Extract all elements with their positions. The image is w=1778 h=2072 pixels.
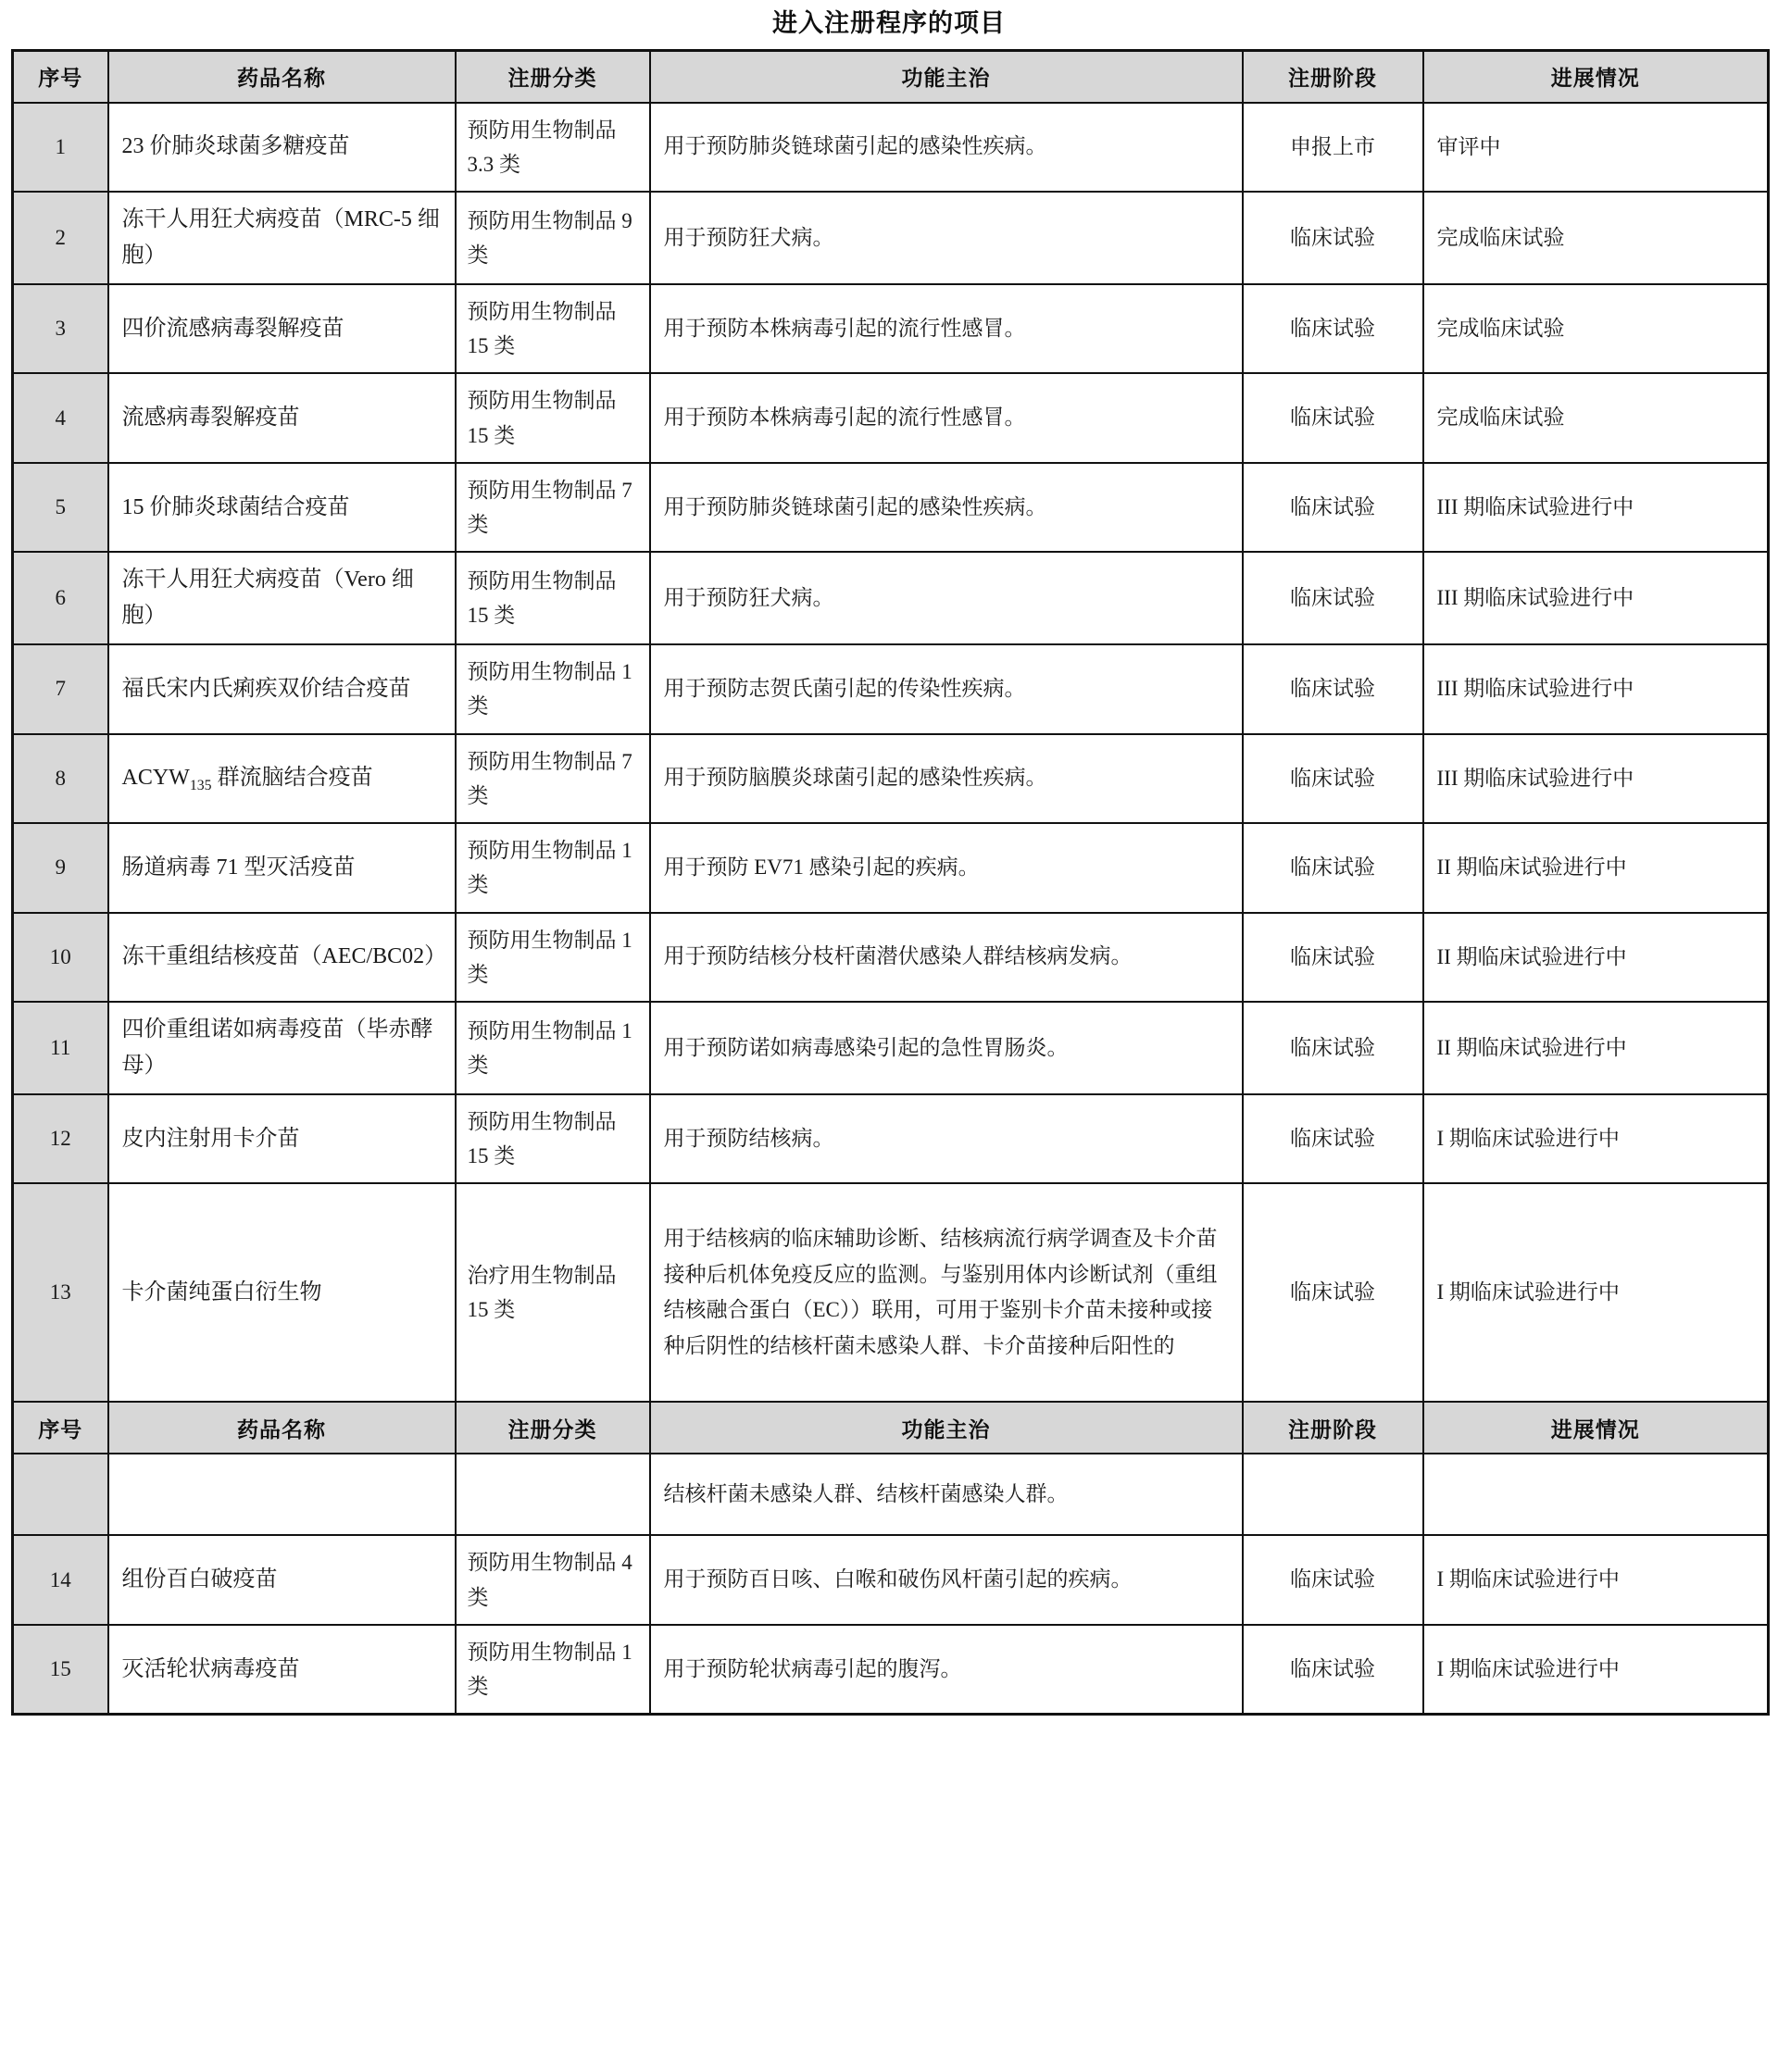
cell-progress: III 期临床试验进行中 [1423, 552, 1769, 644]
cell-name: 四价流感病毒裂解疫苗 [108, 284, 456, 374]
column-header-class: 注册分类 [456, 1402, 650, 1454]
cell-stage: 临床试验 [1243, 1625, 1423, 1715]
page-title: 进入注册程序的项目 [772, 9, 1006, 37]
cell-class: 治疗用生物制品 15 类 [456, 1183, 650, 1402]
cell-func: 用于预防本株病毒引起的流行性感冒。 [650, 373, 1243, 463]
cell-class: 预防用生物制品 15 类 [456, 284, 650, 374]
cell-func: 用于预防 EV71 感染引起的疾病。 [650, 823, 1243, 913]
cell-func: 用于预防诺如病毒感染引起的急性胃肠炎。 [650, 1002, 1243, 1094]
column-header-stage: 注册阶段 [1243, 1402, 1423, 1454]
cell-stage: 临床试验 [1243, 734, 1423, 824]
column-header-name: 药品名称 [108, 1402, 456, 1454]
cell-no: 13 [13, 1183, 108, 1402]
table-row [13, 1535, 1769, 1625]
cell-func: 用于预防志贺氏菌引起的传染性疾病。 [650, 644, 1243, 734]
table-header-row-repeat [13, 1402, 1769, 1454]
cell-stage: 临床试验 [1243, 1535, 1423, 1625]
cell-no: 12 [13, 1094, 108, 1184]
cell-stage: 临床试验 [1243, 1002, 1423, 1094]
cell-func: 用于预防肺炎链球菌引起的感染性疾病。 [650, 463, 1243, 553]
table-body [13, 103, 1769, 1715]
column-header-class: 注册分类 [456, 51, 650, 103]
column-header-func: 功能主治 [650, 51, 1243, 103]
cell-progress: II 期临床试验进行中 [1423, 913, 1769, 1003]
cell-name: 皮内注射用卡介苗 [108, 1094, 456, 1184]
cell-progress: I 期临床试验进行中 [1423, 1625, 1769, 1715]
table-row [13, 373, 1769, 463]
cell-func: 用于预防本株病毒引起的流行性感冒。 [650, 284, 1243, 374]
column-header-name: 药品名称 [108, 51, 456, 103]
cell-no: 9 [13, 823, 108, 913]
cell-progress: III 期临床试验进行中 [1423, 644, 1769, 734]
cell-stage: 临床试验 [1243, 552, 1423, 644]
cell-name: 23 价肺炎球菌多糖疫苗 [108, 103, 456, 193]
cell-stage: 临床试验 [1243, 913, 1423, 1003]
cell-progress: III 期临床试验进行中 [1423, 463, 1769, 553]
cell-no: 4 [13, 373, 108, 463]
table-row [13, 103, 1769, 193]
cell-func: 用于预防脑膜炎球菌引起的感染性疾病。 [650, 734, 1243, 824]
cell-no: 15 [13, 1625, 108, 1715]
cell-stage: 临床试验 [1243, 463, 1423, 553]
cell-name: 四价重组诺如病毒疫苗（毕赤酵母） [108, 1002, 456, 1094]
table-row [13, 644, 1769, 734]
table-row [13, 463, 1769, 553]
cell-progress: I 期临床试验进行中 [1423, 1094, 1769, 1184]
cell-name: 冻干重组结核疫苗（AEC/BC02） [108, 913, 456, 1003]
cell-func: 用于预防狂犬病。 [650, 192, 1243, 284]
table-row [13, 823, 1769, 913]
table-row [13, 1002, 1769, 1094]
cell-name-suffix: 群流脑结合疫苗 [211, 765, 373, 790]
cell-name: 灭活轮状病毒疫苗 [108, 1625, 456, 1715]
table-row [13, 913, 1769, 1003]
cell-func: 用于结核病的临床辅助诊断、结核病流行病学调查及卡介苗接种后机体免疫反应的监测。与鉴别用体内诊断试剂（重组结核融合蛋白（EC））联用，可用于鉴别卡介苗未接种或接种后阴性的结核杆菌未感染人群、卡介苗接种后阳性的 [650, 1183, 1243, 1402]
table-row [13, 734, 1769, 824]
column-header-func: 功能主治 [650, 1402, 1243, 1454]
cell-name: 肠道病毒 71 型灭活疫苗 [108, 823, 456, 913]
cell-no: 11 [13, 1002, 108, 1094]
cell-progress: II 期临床试验进行中 [1423, 823, 1769, 913]
column-header-no: 序号 [13, 1402, 108, 1454]
cell-progress: I 期临床试验进行中 [1423, 1183, 1769, 1402]
cell-stage: 临床试验 [1243, 284, 1423, 374]
cell-class: 预防用生物制品 4 类 [456, 1535, 650, 1625]
cell-name [108, 1454, 456, 1535]
cell-func: 用于预防肺炎链球菌引起的感染性疾病。 [650, 103, 1243, 193]
cell-name-prefix: ACYW [121, 765, 190, 790]
cell-progress: 完成临床试验 [1423, 373, 1769, 463]
cell-stage: 临床试验 [1243, 823, 1423, 913]
cell-func: 用于预防轮状病毒引起的腹泻。 [650, 1625, 1243, 1715]
cell-class: 预防用生物制品 1 类 [456, 644, 650, 734]
cell-progress [1423, 1454, 1769, 1535]
cell-no: 2 [13, 192, 108, 284]
cell-class: 预防用生物制品 9 类 [456, 192, 650, 284]
cell-stage: 临床试验 [1243, 192, 1423, 284]
cell-no: 5 [13, 463, 108, 553]
cell-name: 冻干人用狂犬病疫苗（MRC-5 细胞） [108, 192, 456, 284]
cell-name: 15 价肺炎球菌结合疫苗 [108, 463, 456, 553]
cell-no: 7 [13, 644, 108, 734]
cell-class: 预防用生物制品 7 类 [456, 463, 650, 553]
table-row [13, 1094, 1769, 1184]
cell-class: 预防用生物制品 1 类 [456, 913, 650, 1003]
cell-class: 预防用生物制品 7 类 [456, 734, 650, 824]
cell-name-subscript: 135 [189, 777, 212, 793]
cell-name: 流感病毒裂解疫苗 [108, 373, 456, 463]
cell-func: 结核杆菌未感染人群、结核杆菌感染人群。 [650, 1454, 1243, 1535]
cell-stage [1243, 1454, 1423, 1535]
cell-class: 预防用生物制品 15 类 [456, 373, 650, 463]
cell-func: 用于预防结核分枝杆菌潜伏感染人群结核病发病。 [650, 913, 1243, 1003]
cell-name: 福氏宋内氏痢疾双价结合疫苗 [108, 644, 456, 734]
cell-no: 8 [13, 734, 108, 824]
column-header-progress: 进展情况 [1423, 51, 1769, 103]
table-header [13, 51, 1769, 103]
cell-stage: 临床试验 [1243, 1183, 1423, 1402]
cell-func: 用于预防结核病。 [650, 1094, 1243, 1184]
cell-progress: I 期临床试验进行中 [1423, 1535, 1769, 1625]
cell-no: 6 [13, 552, 108, 644]
cell-progress: 完成临床试验 [1423, 192, 1769, 284]
cell-class: 预防用生物制品 1 类 [456, 1625, 650, 1715]
cell-progress: 完成临床试验 [1423, 284, 1769, 374]
cell-class: 预防用生物制品 15 类 [456, 1094, 650, 1184]
cell-progress: II 期临床试验进行中 [1423, 1002, 1769, 1094]
cell-no: 14 [13, 1535, 108, 1625]
cell-stage: 临床试验 [1243, 644, 1423, 734]
table-row [13, 552, 1769, 644]
cell-class: 预防用生物制品 3.3 类 [456, 103, 650, 193]
cell-name: 卡介菌纯蛋白衍生物 [108, 1183, 456, 1402]
cell-progress: 审评中 [1423, 103, 1769, 193]
cell-progress: III 期临床试验进行中 [1423, 734, 1769, 824]
table-row [13, 1183, 1769, 1402]
cell-no: 1 [13, 103, 108, 193]
column-header-stage: 注册阶段 [1243, 51, 1423, 103]
table-row [13, 284, 1769, 374]
cell-stage: 临床试验 [1243, 373, 1423, 463]
table-row [13, 1454, 1769, 1535]
cell-func: 用于预防狂犬病。 [650, 552, 1243, 644]
table-header-row [13, 51, 1769, 103]
registration-projects-table [11, 49, 1770, 1716]
cell-class [456, 1454, 650, 1535]
cell-name: 组份百白破疫苗 [108, 1535, 456, 1625]
column-header-progress: 进展情况 [1423, 1402, 1769, 1454]
cell-name [108, 734, 456, 824]
cell-stage: 申报上市 [1243, 103, 1423, 193]
cell-name: 冻干人用狂犬病疫苗（Vero 细胞） [108, 552, 456, 644]
table-row [13, 192, 1769, 284]
cell-no: 10 [13, 913, 108, 1003]
column-header-no: 序号 [13, 51, 108, 103]
table-row [13, 1625, 1769, 1715]
cell-stage: 临床试验 [1243, 1094, 1423, 1184]
cell-class: 预防用生物制品 1 类 [456, 823, 650, 913]
cell-class: 预防用生物制品 15 类 [456, 552, 650, 644]
cell-class: 预防用生物制品 1 类 [456, 1002, 650, 1094]
cell-no [13, 1454, 108, 1535]
cell-no: 3 [13, 284, 108, 374]
cell-func: 用于预防百日咳、白喉和破伤风杆菌引起的疾病。 [650, 1535, 1243, 1625]
